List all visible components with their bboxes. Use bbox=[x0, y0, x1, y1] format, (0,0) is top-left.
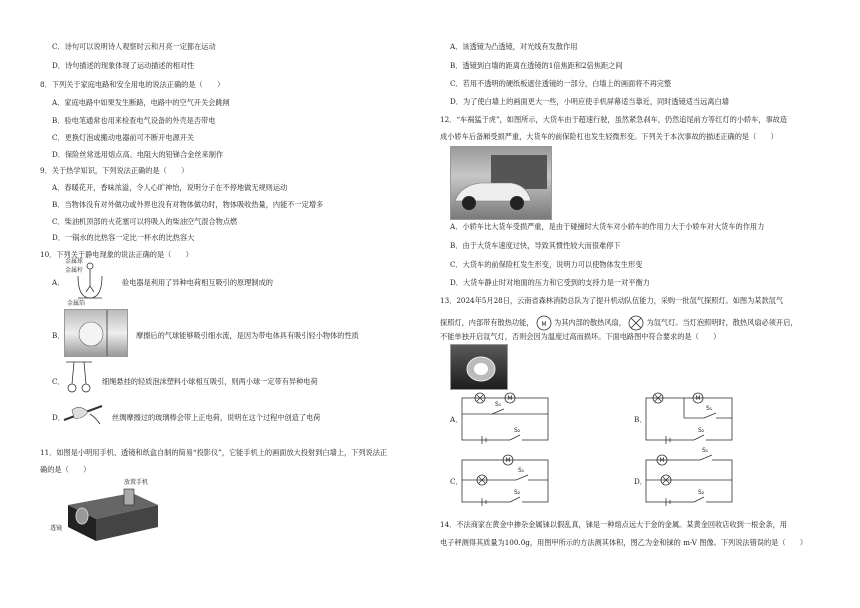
circuit-diagram-a bbox=[462, 392, 552, 444]
circuit-a-fan-label: M bbox=[507, 395, 513, 402]
circuit-d-s1: S₁ bbox=[702, 447, 709, 454]
q9-option-d: D．一锅水的比热容一定比一杯水的比热容大 bbox=[52, 233, 195, 242]
circuit-a-s2: S₂ bbox=[514, 427, 521, 434]
q8-option-d: D．保险丝常选用熔点高、电阻大的铅锑合金丝来制作 bbox=[52, 150, 224, 159]
q12-stem-line2: 成小轿车后备厢受损严重，大货车的前保险杠也发生轻微形变。下列关于本次事故的描述正确的是（ ） bbox=[440, 132, 778, 141]
xenon-searchlight-photo bbox=[450, 344, 508, 390]
q13-label-b: B． bbox=[634, 415, 647, 424]
q10-label-a: A． bbox=[52, 278, 65, 287]
circuit-diagram-c bbox=[462, 454, 552, 506]
projector-label-lens: 透镜 bbox=[50, 525, 63, 532]
q11-option-d: D．为了使白墙上的画面更大一些，小明应使手机屏幕适当靠近，同时透镜适当远离白墙 bbox=[450, 97, 729, 106]
circuit-c-s1: S₁ bbox=[518, 467, 525, 474]
q13-label-d: D． bbox=[634, 477, 647, 486]
circuit-diagram-d bbox=[646, 447, 736, 506]
circuit-a-s1: S₁ bbox=[495, 401, 502, 408]
q10-label-d: D． bbox=[52, 413, 65, 422]
q10-option-d: 丝绸摩擦过的玻璃棒会带上正电荷，说明在这个过程中创造了电荷 bbox=[112, 413, 321, 422]
q11-stem-line1: 11．如图是小明用手机、透镜和纸盒自制的简易“投影仪”，它能手机上的画面放大投射到白墙上，下列说法正 bbox=[40, 448, 388, 457]
left-column bbox=[40, 0, 440, 608]
q8-option-a: A．家庭电路中如果发生断路，电路中的空气开关会跳闸 bbox=[52, 98, 230, 107]
q13-label-c: C． bbox=[450, 477, 463, 486]
balloon-photo bbox=[64, 309, 128, 357]
q11-option-b: B．透镜到白墙的距离在透镜的1倍焦距和2倍焦距之间 bbox=[450, 61, 623, 70]
q7-option-c: C．诗句可以说明诗人观察时云和月亮一定都在运动 bbox=[52, 42, 216, 51]
q13-line3: 不能单独开启氙气灯，否则会因为温度过高而损坏。下面电路图中符合要求的是（ ） bbox=[440, 332, 721, 341]
electroscope-label-foil: 金属箔 bbox=[67, 300, 86, 307]
q14-line1: 14．不法商家在黄金中掺杂金属铼以假乱真，铼是一种熔点远大于金的金属。某黄金回收店收到一根金条，用 bbox=[440, 520, 787, 529]
projector-box-image bbox=[62, 485, 172, 545]
q12-stem-line1: 12．“车祸猛于虎”，如图所示，大货车由于超速行驶，虽然紧急刹车，仍然追尾前方等红灯的小轿车，事故造 bbox=[440, 115, 788, 124]
q12-option-d: D．大货车静止时对地面的压力和它受到的支持力是一对平衡力 bbox=[450, 278, 650, 287]
q11-stem-line2: 确的是（ ） bbox=[40, 465, 91, 474]
q12-option-c: C．大货车的前保险杠发生形变，说明力可以使物体发生形变 bbox=[450, 260, 643, 269]
q13-label-a: A． bbox=[450, 415, 463, 424]
circuit-c-s2: S₂ bbox=[514, 489, 521, 496]
q9-option-a: A．春暖花开，香味浓溢，令人心旷神怡，说明分子在不停地做无规则运动 bbox=[52, 183, 288, 192]
lamp-symbol-icon bbox=[628, 315, 644, 331]
circuit-d-fan-label: M bbox=[659, 457, 665, 464]
q10-option-b: 摩擦后的气球能够吸引细水流，是因为带电体具有吸引轻小物体的性质 bbox=[136, 331, 359, 340]
electroscope-label-ball: 金属球 bbox=[65, 258, 84, 265]
q10-label-c: C． bbox=[52, 377, 65, 386]
q9-option-b: B．当物体没有对外做功或外界也没有对物体做功时，物体吸收热量，内能不一定增多 bbox=[52, 200, 324, 209]
q13-line2-part-c: 为氙气灯。当灯泡照明时，散热风扇必须开启， bbox=[646, 318, 798, 327]
fan-motor-symbol-icon bbox=[536, 315, 552, 331]
circuit-b-s2: S₂ bbox=[698, 427, 705, 434]
car-accident-photo bbox=[450, 146, 552, 220]
q8-option-b: B．验电笔通常也用来检查电气设备的外壳是否带电 bbox=[52, 116, 216, 125]
q12-option-b: B．由于大货车速度过快，导致其惯性较大而很难停下 bbox=[450, 241, 621, 250]
circuit-c-fan-label: M bbox=[505, 457, 511, 464]
q13-line1: 13．2024年5月28日，云南省森林消防总队为了提升机动队伍能力，采购一批氙气探照灯。如图为某款氙气 bbox=[440, 296, 784, 305]
electroscope-label-rod: 金属杆 bbox=[65, 267, 84, 274]
q8-stem: 8．下列关于家庭电路和安全用电的说法正确的是（ ） bbox=[40, 80, 225, 89]
right-column bbox=[440, 0, 850, 608]
q13-line2 bbox=[440, 315, 797, 331]
q7-option-d: D．诗句描述的现象体现了运动描述的相对性 bbox=[52, 61, 195, 70]
circuit-d-s2: S₂ bbox=[698, 489, 705, 496]
circuit-b-s1: S₁ bbox=[706, 405, 713, 412]
q13-line2-part-b: 为其内部的散热风扇， bbox=[554, 318, 626, 327]
q10-option-c: 细绳悬挂的轻质泡沫塑料小球相互吸引，则两小球一定带有异种电荷 bbox=[102, 377, 318, 386]
fan-motor-symbol-text: M bbox=[541, 321, 547, 328]
q10-stem: 10．下列关于静电现象的说法正确的是（ ） bbox=[40, 250, 193, 259]
q10-option-a: 验电器是利用了异种电荷相互吸引的原理制成的 bbox=[122, 278, 273, 287]
q10-label-b: B． bbox=[52, 331, 65, 340]
circuit-b-fan-label: M bbox=[695, 395, 701, 402]
q12-option-a: A．小轿车比大货车受损严重，是由于碰撞时大货车对小轿车的作用力大于小轿车对大货车的作用力 bbox=[450, 222, 765, 231]
q8-option-c: C．更换灯泡或搬动电器前可不断开电源开关 bbox=[52, 133, 195, 142]
q11-option-a: A．该透镜为凸透镜，对光线有发散作用 bbox=[450, 42, 578, 51]
circuit-diagram-b bbox=[646, 392, 736, 444]
q9-stem: 9．关于热学知识，下列说法正确的是（ ） bbox=[40, 166, 189, 175]
glass-rod-silk-diagram bbox=[62, 400, 106, 428]
foam-balls-diagram bbox=[66, 362, 92, 394]
q14-line2: 电子秤测得其质量为100.0g，用图甲所示的方法测其体积，图乙为金和铼的 m-V 图像。下列说法错误的是（ ） bbox=[440, 538, 808, 547]
q13-line2-part-a: 探照灯，内部带有散热功能， bbox=[440, 318, 534, 327]
q9-option-c: C．柴油机顶部的火花塞可以将吸入的柴油空气混合物点燃 bbox=[52, 217, 238, 226]
q11-option-c: C．若用不透明的硬纸板遮住透镜的一部分，白墙上的画面将不再完整 bbox=[450, 79, 672, 88]
projector-label-phone: 放置手机 bbox=[124, 479, 149, 486]
